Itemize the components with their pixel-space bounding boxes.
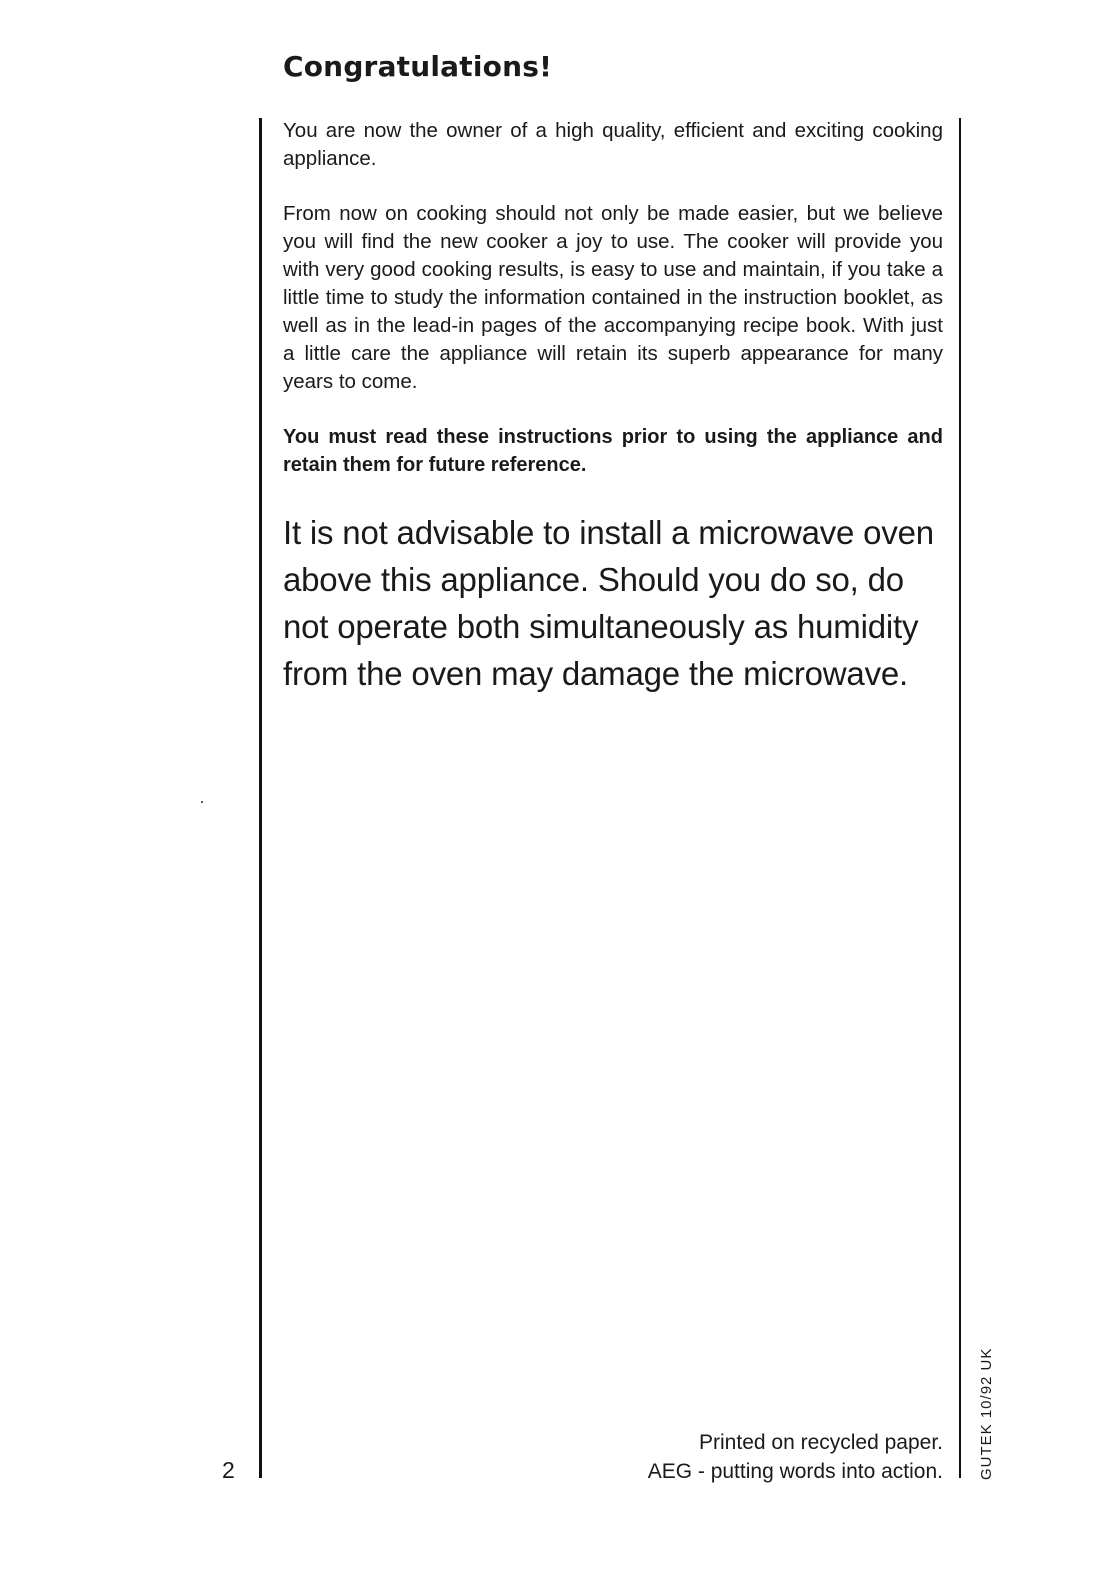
- warning-paragraph: You must read these instructions prior to using the appliance and retain them for future reference.: [283, 426, 943, 476]
- page-number: 2: [222, 1457, 235, 1483]
- main-content: [283, 117, 943, 697]
- microwave-notice: It is not advisable to install a microwave oven above this appliance. Should you do so, do not operate both simultaneously as humidity from the oven may damage the microwave.: [283, 514, 934, 692]
- footer: [648, 1428, 943, 1486]
- scan-speck: [201, 801, 203, 803]
- intro-paragraph: You are now the owner of a high quality, efficient and exciting cooking appliance.: [283, 119, 943, 170]
- left-margin-rule: [259, 118, 262, 1478]
- document-code: GUTEK 10/92 UK: [978, 1347, 995, 1480]
- page-title: Congratulations!: [283, 50, 553, 83]
- footer-recycled-note: Printed on recycled paper.: [699, 1431, 943, 1454]
- body-paragraph: From now on cooking should not only be made easier, but we believe you will find the new cooker a joy to use. The cooker will provide you with very good cooking results, is easy to use and maintain, if you take a little time to study the information contained in the instruction booklet, as well as in the lead-in pages of the accompanying recipe book. With just a little care the appliance will retain its superb appearance for many years to come.: [283, 202, 943, 393]
- right-margin-rule: [959, 118, 961, 1478]
- footer-slogan: AEG - putting words into action.: [647, 1460, 943, 1483]
